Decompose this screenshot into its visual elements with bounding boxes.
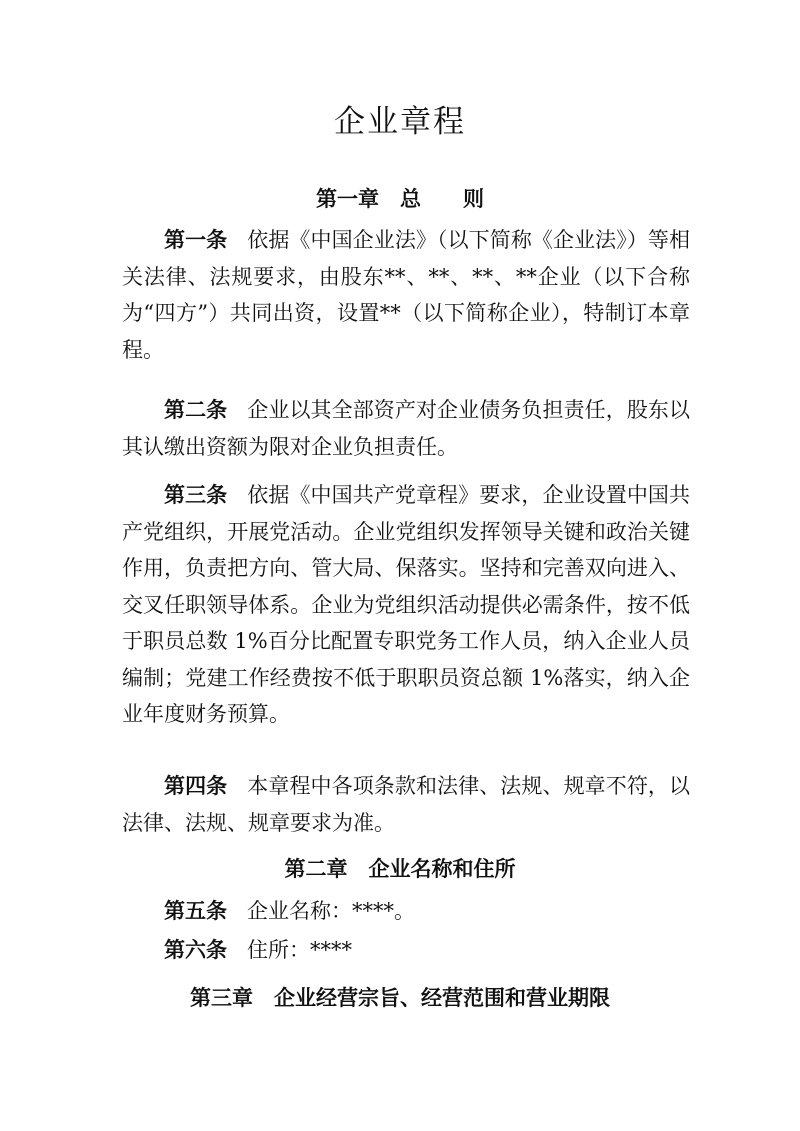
article-4 (122, 768, 690, 841)
article-4-text: 本章程中各项条款和法律、法规、规章不符，以法律、法规、规章要求为准。 (122, 774, 691, 835)
chapter-1-heading: 第一章 总 则 (316, 187, 484, 211)
document-title: 企业章程 (334, 104, 466, 140)
article-3 (122, 477, 690, 733)
article-5-text: 企业名称：****。 (247, 899, 415, 923)
article-2-text: 企业以其全部资产对企业债务负担责任，股东以其认缴出资额为限对企业负担责任。 (122, 398, 691, 459)
article-2-label: 第二条 (164, 398, 228, 422)
article-3-label: 第三条 (164, 483, 228, 507)
article-3-text: 依据《中国共产党章程》要求，企业设置中国共产党组织，开展党活动。企业党组织发挥领导关键和政治关键作用，负责把方向、管大局、保落实。坚持和完善双向进入、交叉任职领导体系。企业为党组织活动提供必需条件，按不低于职员总数 1%百分比配置专职党务工作人员，纳入企业人员编制；党建工作经费按不低于职职员资总额 1%落实，纳入企业年度财务预算。 (122, 483, 691, 726)
article-5 (164, 893, 415, 930)
article-2 (122, 392, 690, 465)
article-6 (164, 932, 352, 969)
article-1-label: 第一条 (164, 228, 228, 252)
article-4-label: 第四条 (164, 774, 228, 798)
article-1 (122, 222, 690, 368)
article-6-label: 第六条 (164, 938, 227, 962)
article-6-text: 住所：**** (247, 938, 352, 962)
article-5-label: 第五条 (164, 899, 227, 923)
chapter-2-heading: 第二章 企业名称和住所 (284, 857, 516, 881)
chapter-3-heading: 第三章 企业经营宗旨、经营范围和营业期限 (190, 986, 610, 1010)
article-1-text: 依据《中国企业法》（以下简称《企业法》）等相关法律、法规要求，由股东**、**、**、**企业（以下合称为“四方”）共同出资，设置**（以下简称企业），特制订本章程。 (122, 228, 690, 362)
